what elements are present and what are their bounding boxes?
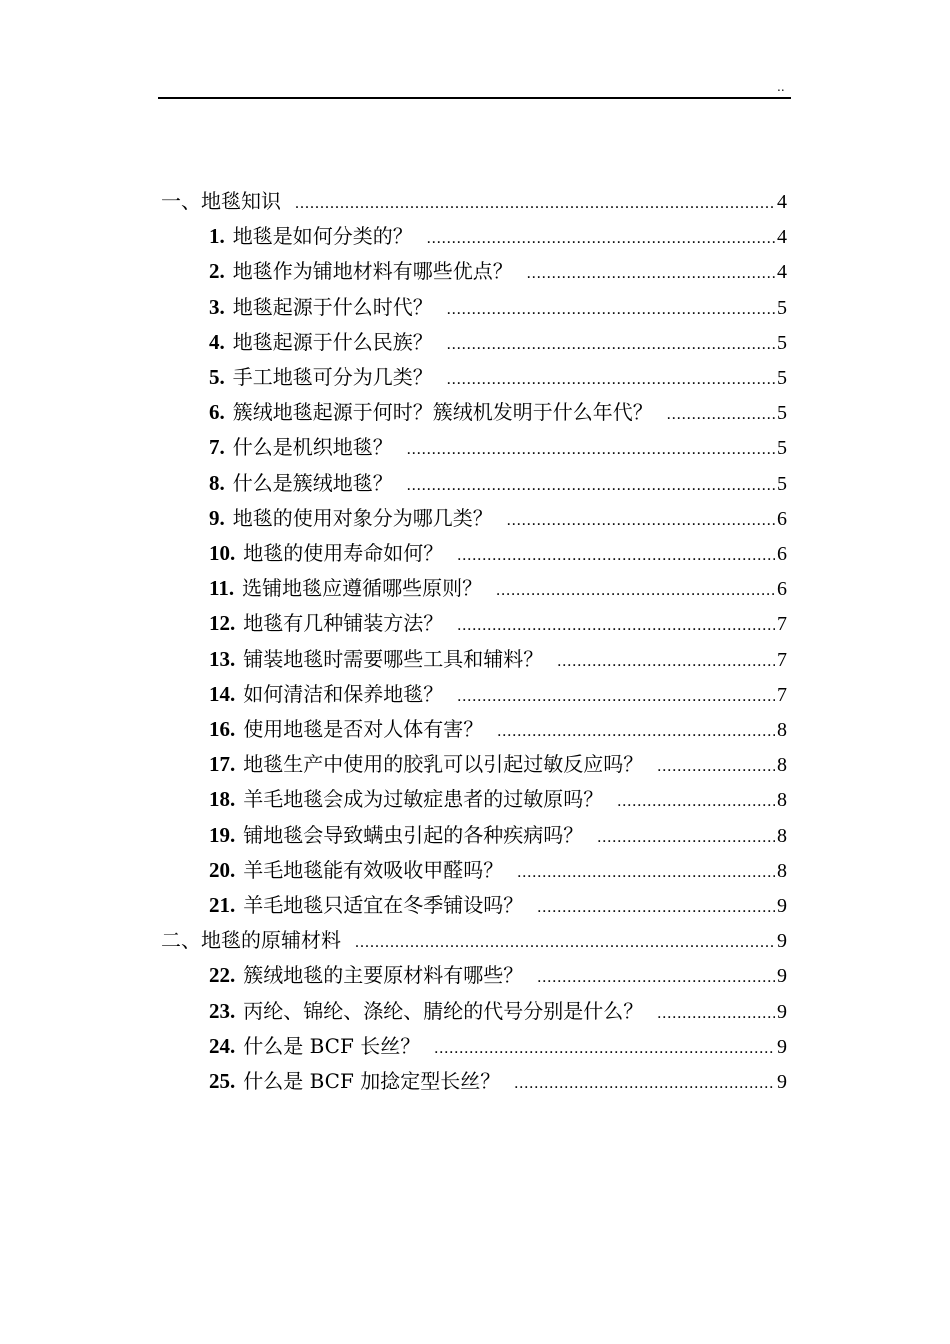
toc-item-separator: . [230,1033,236,1058]
toc-dot-leader [457,538,775,574]
toc-item-separator: . [219,435,225,460]
toc-item-separator: . [230,998,236,1023]
header-rule [158,97,791,99]
toc-item-row[interactable] [209,253,787,289]
toc-page-number: 9 [777,1071,787,1093]
toc-item-number: 21 [209,893,230,917]
toc-dot-leader [434,1031,775,1067]
toc-entry-title: 丙纶、锦纶、涤纶、腈纶的代号分别是什么？ [243,998,644,1023]
toc-dot-leader [447,327,775,363]
toc-item-row[interactable] [209,1028,787,1064]
toc-dot-leader [427,221,775,257]
toc-item-number: 20 [209,857,230,882]
toc-item-row[interactable] [209,817,787,853]
toc-item-row[interactable] [209,359,787,395]
toc-page-number: 9 [777,965,787,988]
toc-page-number: 9 [777,930,787,953]
toc-page-number: 5 [777,402,787,425]
toc-item-row[interactable] [209,746,787,782]
toc-entry-title: 地毯的使用寿命如何？ [243,541,444,565]
toc-dot-leader [496,573,775,609]
toc-item-row[interactable] [209,324,787,360]
toc-entry-title: 羊毛地毯能有效吸收甲醛吗？ [243,857,504,882]
toc-item-row[interactable] [209,289,787,325]
toc-section-row[interactable] [161,183,787,219]
toc-dot-leader [527,256,775,292]
toc-item-number: 8 [209,470,220,495]
toc-dot-leader [537,960,775,996]
toc-item-row[interactable] [209,605,787,641]
toc-item-separator: . [230,893,236,917]
toc-page-number: 9 [777,1035,787,1058]
toc-dot-leader [617,784,775,820]
toc-page-number: 5 [777,331,787,354]
toc-entry-title: 地毯的使用对象分为哪几类？ [232,505,493,530]
toc-entry-title: 簇绒地毯的主要原材料有哪些？ [243,963,524,988]
toc-page-number: 5 [777,472,787,495]
toc-entry-title: 选铺地毯应遵循哪些原则？ [242,576,483,601]
toc-item-number: 18 [209,787,230,812]
toc-item-separator: . [230,541,236,565]
toc-item-number: 19 [209,822,230,847]
toc-page-number: 7 [777,648,787,671]
toc-page-number: 9 [777,1000,787,1023]
toc-item-separator: . [230,752,236,777]
toc-item-number: 3 [209,294,220,319]
toc-dot-leader [447,292,775,328]
toc-item-row[interactable] [209,1063,787,1099]
toc-item-row[interactable] [209,394,787,430]
toc-item-number: 22 [209,963,230,988]
toc-item-number: 13 [209,646,230,671]
toc-entry-title: 什么是 BCF 长丝？ [243,1033,421,1058]
toc-item-number: 12 [209,611,230,636]
toc-item-number: 23 [209,998,230,1023]
toc-dot-leader [657,749,775,785]
toc-dot-leader [657,996,775,1032]
toc-page-number: 8 [777,789,787,812]
toc-item-separator: . [230,717,236,741]
toc-item-row[interactable] [209,570,787,606]
toc-item-separator: . [230,822,236,847]
toc-item-separator: . [228,576,235,601]
toc-entry-title: 铺地毯会导致螨虫引起的各种疾病吗？ [243,822,584,847]
toc-item-row[interactable] [209,887,787,923]
toc-item-row[interactable] [209,993,787,1029]
toc-item-number: 9 [209,505,220,530]
toc-page-number: 6 [777,507,787,530]
toc-entry-title: 地毯起源于什么时代？ [232,294,433,319]
toc-item-separator: . [230,681,236,706]
toc-entry-title: 羊毛地毯只适宜在冬季铺设吗？ [243,893,524,917]
toc-section-row[interactable] [161,922,787,958]
toc-dot-leader [457,679,775,715]
toc-entry-title: 羊毛地毯会成为过敏症患者的过敏原吗？ [243,787,604,812]
toc-item-row[interactable] [209,429,787,465]
toc-item-number: 6 [209,400,220,425]
toc-item-separator: . [230,857,236,882]
toc-dot-leader [407,432,775,468]
toc-item-separator: . [230,787,236,812]
toc-item-separator: . [230,611,236,636]
toc-item-separator: . [219,400,225,425]
toc-dot-leader [457,608,775,644]
toc-item-separator: . [219,259,225,284]
toc-entry-title: 地毯有几种铺装方法？ [243,611,444,636]
toc-item-number: 24 [209,1033,230,1058]
toc-dot-leader [537,890,775,926]
toc-item-number: 16 [209,717,230,741]
toc-item-separator: . [219,294,225,319]
toc-item-row[interactable] [209,535,787,571]
toc-dot-leader [517,855,775,891]
toc-entry-title: 什么是机织地毯？ [232,435,393,460]
toc-item-number: 4 [209,329,220,354]
toc-entry-title: 地毯作为铺地材料有哪些优点？ [232,259,513,284]
toc-page-number: 6 [777,578,787,601]
toc-page-number: 7 [777,683,787,706]
toc-item-number: 10 [209,541,230,565]
toc-item-separator: . [230,1069,236,1093]
toc-dot-leader [557,644,775,680]
toc-item-separator: . [219,470,225,495]
toc-page-number: 8 [777,719,787,741]
toc-item-number: 5 [209,365,220,389]
toc-page-number: 5 [777,437,787,460]
toc-page-number: 4 [777,261,787,284]
toc-entry-title: 如何清洁和保养地毯？ [243,681,444,706]
toc-entry-title: 二、地毯的原辅材料 [161,928,341,953]
toc-entry-title: 什么是 BCF 加捻定型长丝？ [243,1069,501,1093]
toc-page-number: 5 [777,296,787,319]
toc-dot-leader [295,186,775,222]
toc-dot-leader [497,714,775,750]
toc-page-number: 4 [777,226,787,249]
header-mark: .. [777,80,785,94]
toc-entry-title: 使用地毯是否对人体有害？ [243,717,484,741]
toc-dot-leader [507,503,775,539]
toc-item-row[interactable] [209,781,787,817]
toc-item-row[interactable] [209,500,787,536]
toc-entry-title: 簇绒地毯起源于何时？簇绒机发明于什么年代？ [232,400,653,425]
toc-item-number: 25 [209,1069,230,1093]
toc-dot-leader [407,468,775,504]
toc-item-separator: . [219,224,225,249]
toc-item-number: 17 [209,752,230,777]
toc-page-number: 8 [777,824,787,847]
toc-item-row[interactable] [209,465,787,501]
toc-item-number: 7 [209,435,220,460]
toc-item-row[interactable] [209,676,787,712]
toc-page-number: 7 [777,613,787,636]
toc-item-row[interactable] [209,641,787,677]
toc-page-number: 5 [777,367,787,389]
toc-item-separator: . [230,963,236,988]
toc-entry-title: 地毯起源于什么民族？ [232,329,433,354]
toc-entry-title: 一、地毯知识 [161,189,281,213]
toc-page-number: 4 [777,191,787,213]
toc-page-number: 8 [777,859,787,882]
toc-item-separator: . [230,646,236,671]
toc-entry-title: 手工地毯可分为几类？ [232,365,433,389]
toc-dot-leader [355,925,775,961]
toc-item-row[interactable] [209,711,787,747]
toc-dot-leader [667,397,775,433]
toc-entry-title: 地毯是如何分类的？ [232,224,413,249]
toc-item-separator: . [219,505,225,530]
toc-item-row[interactable] [209,957,787,993]
toc-page-number: 8 [777,754,787,777]
toc-page-number: 6 [777,543,787,565]
toc-item-row[interactable] [209,218,787,254]
toc-dot-leader [447,362,775,398]
toc-item-number: 2 [209,259,220,284]
toc-item-number: 14 [209,681,230,706]
toc-entry-title: 什么是簇绒地毯？ [232,470,393,495]
toc-item-separator: . [219,329,225,354]
toc-item-row[interactable] [209,852,787,888]
toc-item-number: 1 [209,224,220,249]
toc-entry-title: 铺装地毯时需要哪些工具和辅料？ [243,646,544,671]
toc-page-number: 9 [777,895,787,917]
toc-item-separator: . [219,365,225,389]
toc-item-number: 11 [209,576,229,601]
toc-dot-leader [514,1066,775,1102]
toc-dot-leader [597,820,775,856]
toc-entry-title: 地毯生产中使用的胶乳可以引起过敏反应吗？ [243,752,644,777]
